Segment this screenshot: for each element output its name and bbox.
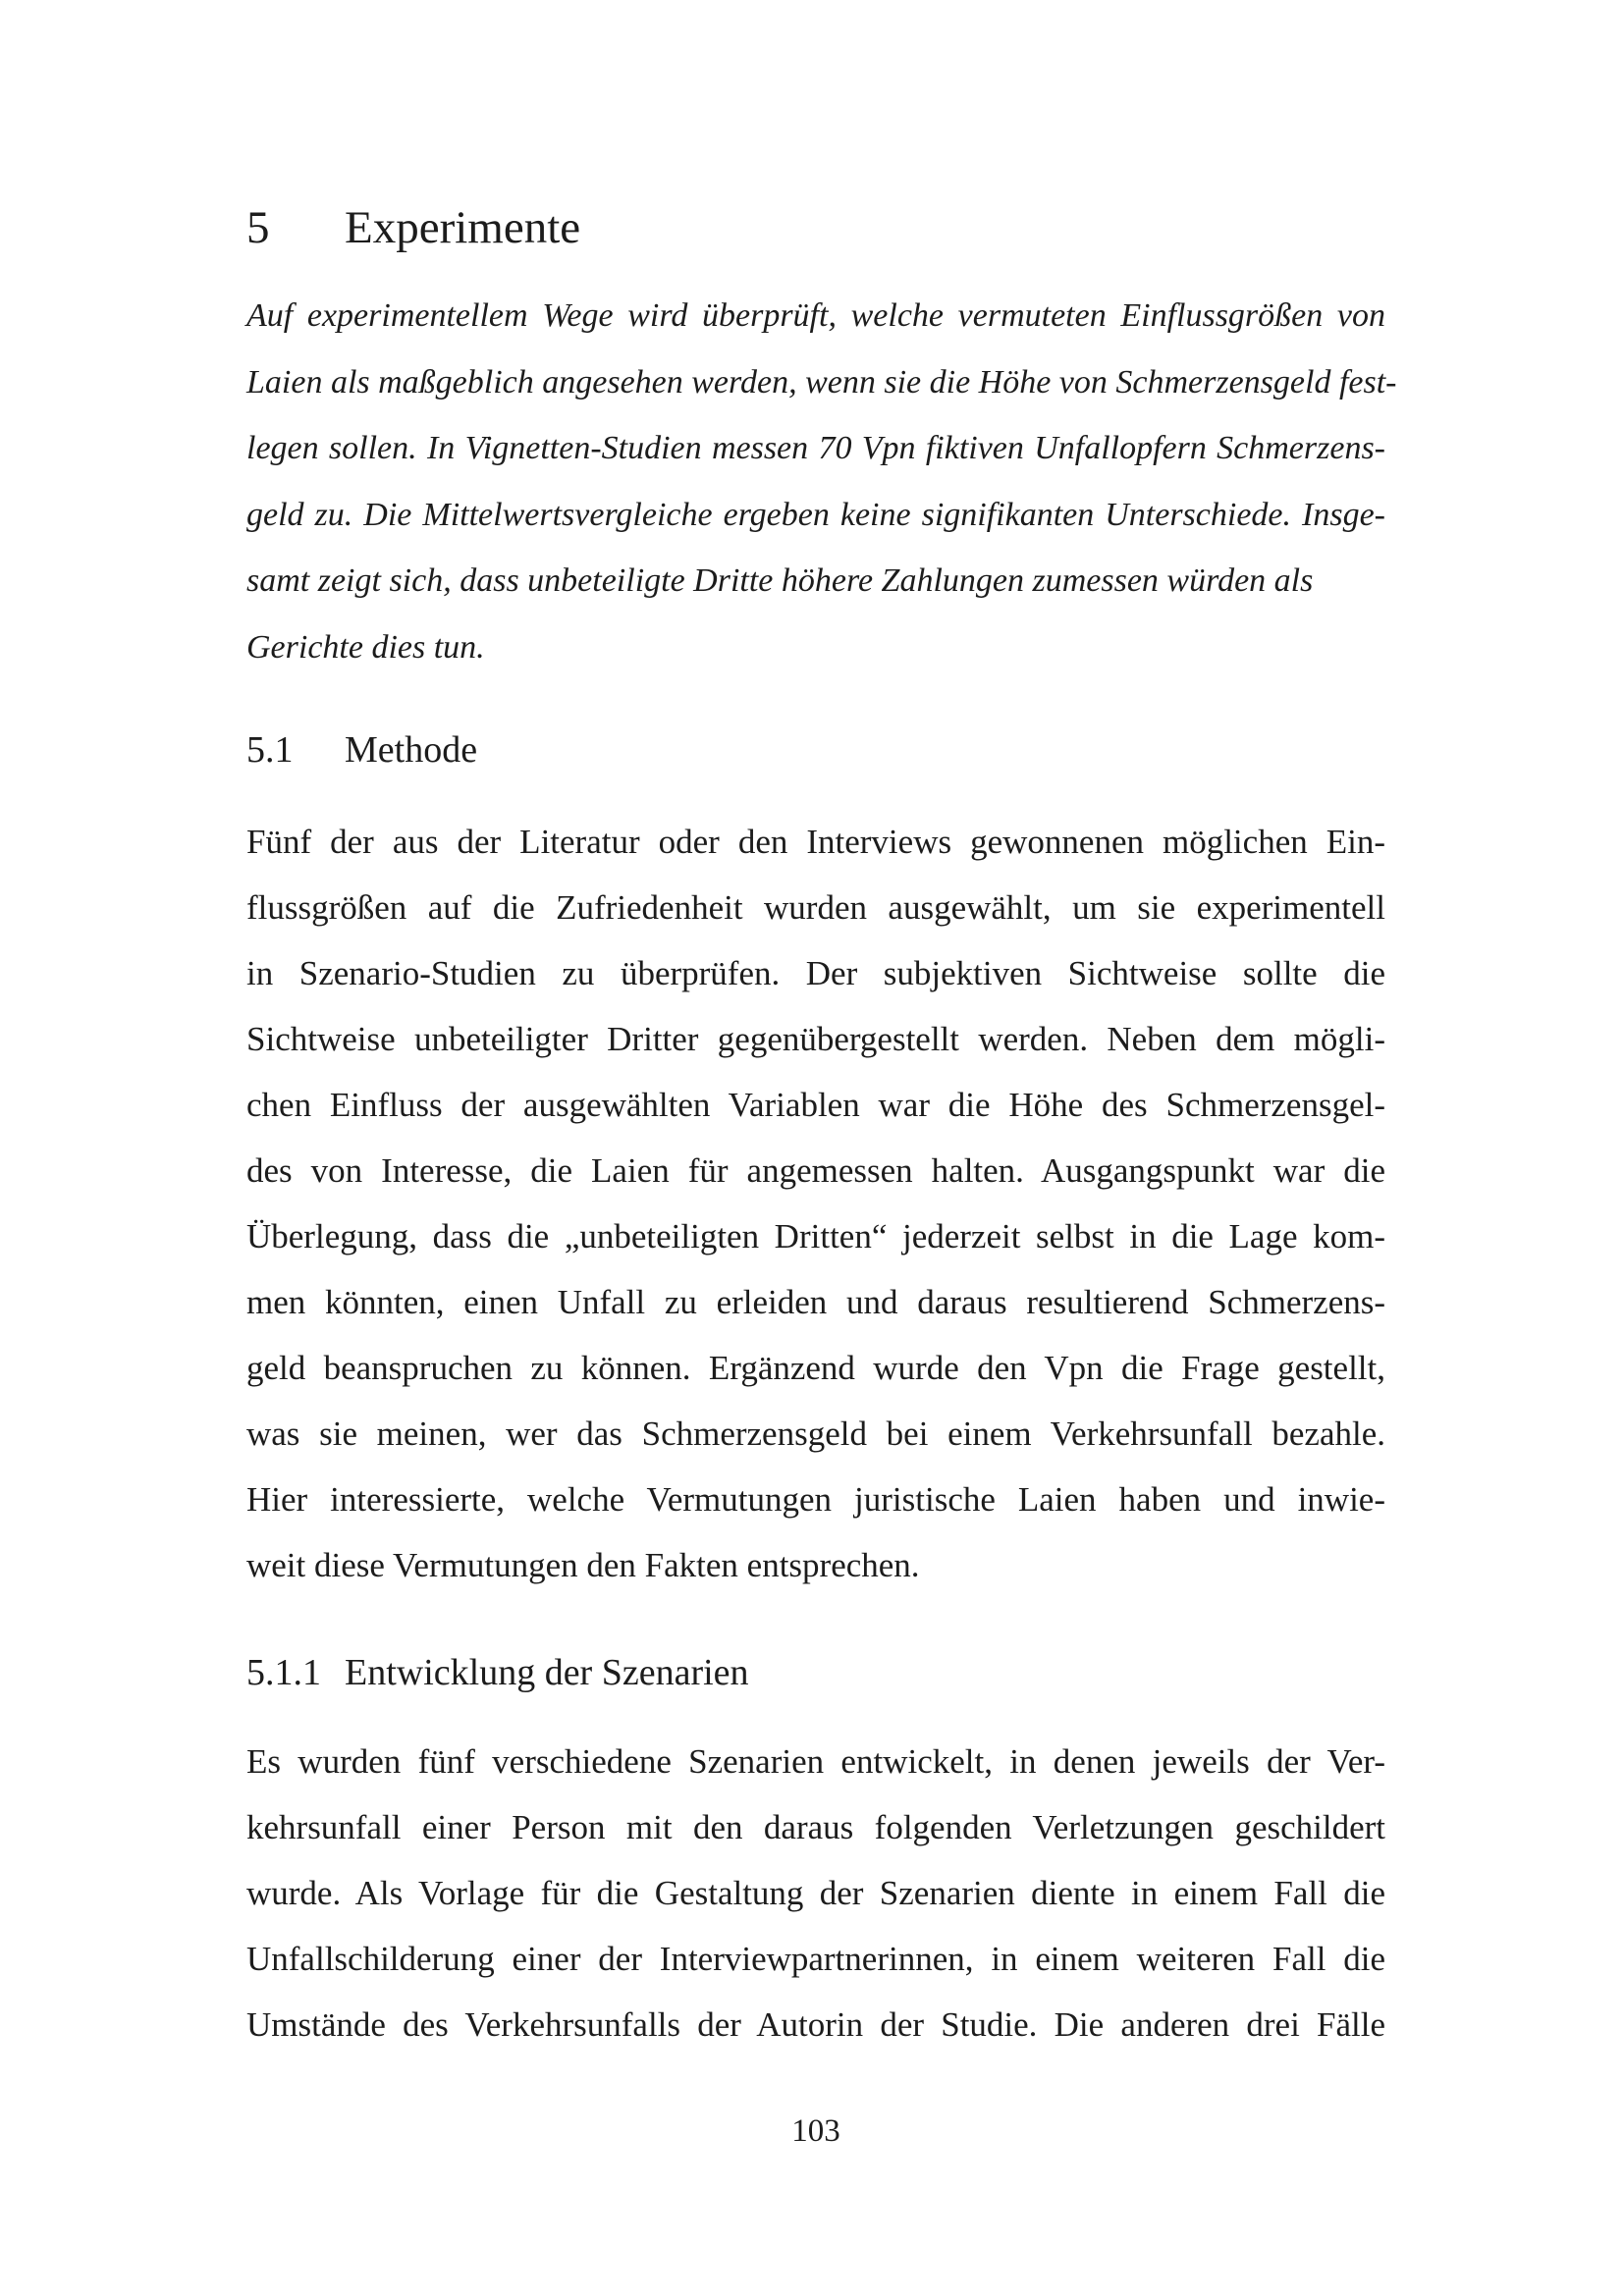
abstract-line: Laien als maßgeblich angesehen werden, wenn sie die Höhe von Schmerzensgeld fest- <box>246 364 1397 400</box>
section-heading <box>246 728 477 772</box>
paragraph-line: was sie meinen, wer das Schmerzensgeld bei einem Verkehrsunfall bezahle. <box>246 1415 1385 1453</box>
subsection-title: Entwicklung der Szenarien <box>345 1652 749 1693</box>
subsection-number: 5.1.1 <box>246 1652 321 1693</box>
paragraph-line: Überlegung, dass die „unbeteiligten Dritten“ jederzeit selbst in die Lage kom- <box>246 1217 1385 1255</box>
paragraph-line: flussgrößen auf die Zufriedenheit wurden ausgewählt, um sie experimentell <box>246 888 1385 927</box>
chapter-number: 5 <box>246 202 270 253</box>
subsection-heading <box>246 1651 749 1694</box>
abstract-line: legen sollen. In Vignetten-Studien messen 70 Vpn fiktiven Unfallopfern Schmerzens- <box>246 430 1385 466</box>
paragraph-line: Hier interessierte, welche Vermutungen juristische Laien haben und inwie- <box>246 1480 1385 1519</box>
paragraph-line: wurde. Als Vorlage für die Gestaltung der Szenarien diente in einem Fall die <box>246 1874 1385 1912</box>
chapter-title: Experimente <box>345 202 581 253</box>
paragraph-line: des von Interesse, die Laien für angemessen halten. Ausgangspunkt war die <box>246 1151 1385 1190</box>
paragraph-line: Umstände des Verkehrsunfalls der Autorin der Studie. Die anderen drei Fälle <box>246 2005 1385 2044</box>
paragraph-line: chen Einfluss der ausgewählten Variablen war die Höhe des Schmerzensgel- <box>246 1086 1385 1124</box>
paragraph-line: Unfallschilderung einer der Interviewpartnerinnen, in einem weiteren Fall die <box>246 1940 1385 1978</box>
paragraph-line: geld beanspruchen zu können. Ergänzend wurde den Vpn die Frage gestellt, <box>246 1349 1385 1387</box>
paragraph-line: Sichtweise unbeteiligter Dritter gegenübergestellt werden. Neben dem mögli- <box>246 1020 1385 1058</box>
abstract-line: Gerichte dies tun. <box>246 629 485 666</box>
abstract-line: Auf experimentellem Wege wird überprüft, welche vermuteten Einflussgrößen von <box>246 297 1385 334</box>
paragraph-line: in Szenario-Studien zu überprüfen. Der subjektiven Sichtweise sollte die <box>246 954 1385 992</box>
abstract-line: samt zeigt sich, dass unbeteiligte Dritte höhere Zahlungen zumessen würden als <box>246 562 1314 599</box>
section-title: Methode <box>345 729 478 771</box>
paragraph-line: men könnten, einen Unfall zu erleiden und daraus resultierend Schmerzens- <box>246 1283 1385 1321</box>
paragraph-line: kehrsunfall einer Person mit den daraus folgenden Verletzungen geschildert <box>246 1808 1385 1846</box>
paragraph-line: Fünf der aus der Literatur oder den Interviews gewonnenen möglichen Ein- <box>246 823 1385 861</box>
abstract-line: geld zu. Die Mittelwertsvergleiche ergeben keine signifikanten Unterschiede. Insge- <box>246 497 1385 533</box>
chapter-heading <box>246 202 580 253</box>
paragraph-line: weit diese Vermutungen den Fakten entsprechen. <box>246 1546 920 1584</box>
paragraph-line: Es wurden fünf verschiedene Szenarien entwickelt, in denen jeweils der Ver- <box>246 1742 1385 1781</box>
page-number: 103 <box>791 2113 840 2149</box>
section-number: 5.1 <box>246 729 294 771</box>
